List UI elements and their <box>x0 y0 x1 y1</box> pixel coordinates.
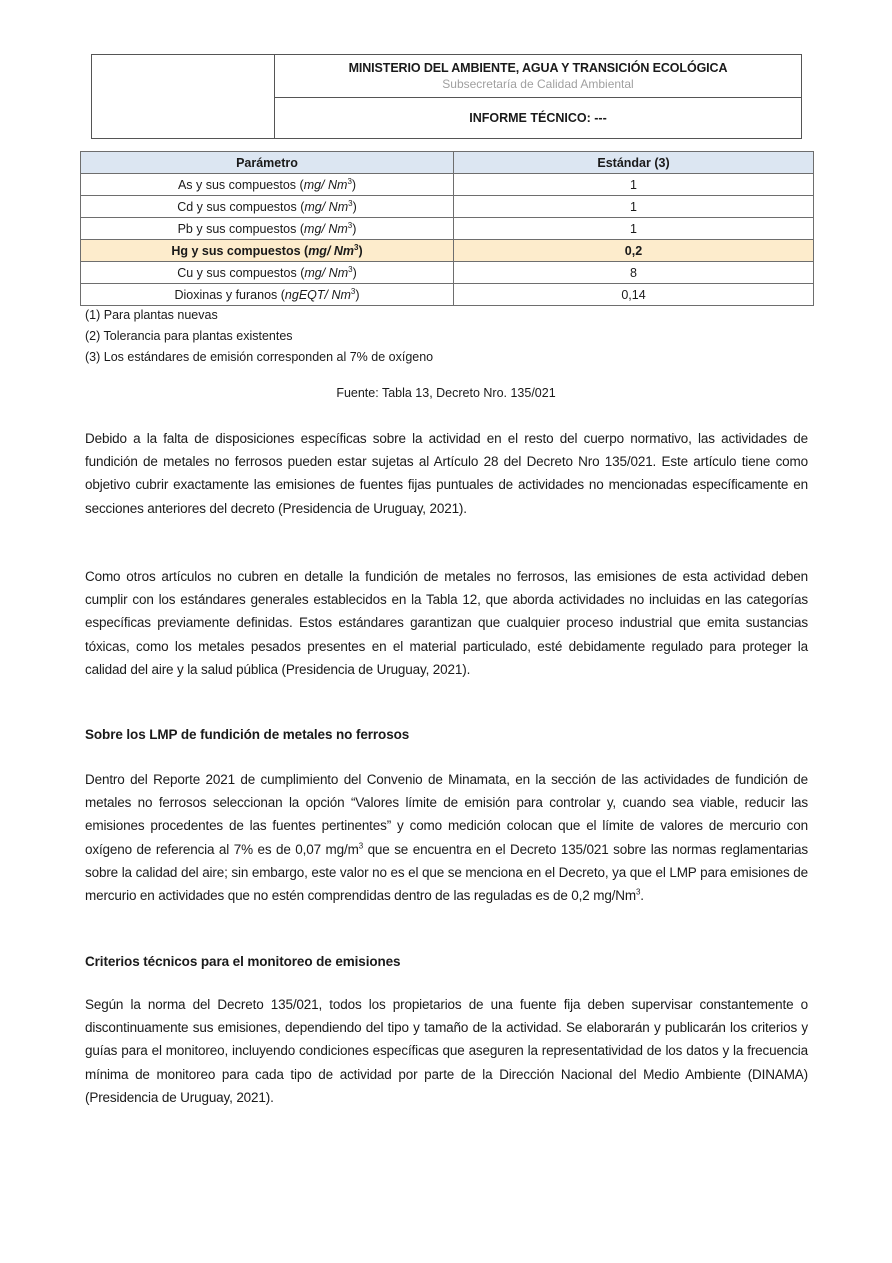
section-heading-criterios: Criterios técnicos para el monitoreo de emisiones <box>85 954 401 969</box>
value-cell: 1 <box>454 196 814 218</box>
document-header <box>91 54 802 139</box>
param-cell: Dioxinas y furanos (ngEQT/ Nm$^3$) <box>81 284 454 306</box>
paragraph-3: Dentro del Reporte 2021 de cumplimiento del Convenio de Minamata, en la sección de las actividades de fundición de metales no ferrosos seleccionan la opción “Valores límite de emisión para controlar y, cuando sea viable, reducir las emisiones procedentes de las fuentes pertinentes” y como medición colocan que el límite de valores de mercurio con oxígeno de referencia al 7% es de 0,07 $mg/m^3$ que se encuentra en el Decreto 135/021 sobre las normas reglamentarias sobre la calidad del aire; sin embargo, este valor no es el que se menciona en el Decreto, ya que el LMP para emisiones de mercurio en actividades que no estén comprendidas dentro de las reguladas es de 0,2 mg/Nm$^3$. <box>85 772 808 904</box>
subsecretaria-name: Subsecretaría de Calidad Ambiental <box>442 77 634 91</box>
paragraph-4: Según la norma del Decreto 135/021, todos los propietarios de una fuente fija deben supervisar constantemente o discontinuamente sus emisiones, dependiendo del tipo y tamaño de la actividad. Se elaborarán y publicarán los criterios y guías para el monitoreo, incluyendo condiciones específicas que aseguren la representatividad de los datos y la frecuencia mínima de monitoreo para cada tipo de actividad por parte de la Dirección Nacional del Medio Ambiente (DINAMA) (Presidencia de Uruguay, 2021). <box>85 997 808 1105</box>
logo-cell <box>92 55 275 138</box>
emission-standards-table <box>80 151 814 306</box>
header-info <box>275 55 801 138</box>
paragraph-1: Debido a la falta de disposiciones específicas sobre la actividad en el resto del cuerpo normativo, las actividades de fundición de metales no ferrosos pueden estar sujetas al Artículo 28 del Decreto Nro 135/021. Este artículo tiene como objetivo cubrir exactamente las emisiones de fuentes fijas puntuales de actividades no mencionadas específicamente en secciones anteriores del decreto (Presidencia de Uruguay, 2021). <box>85 431 808 516</box>
value-cell: 1 <box>454 174 814 196</box>
note-1: (1) Para plantas nuevas <box>85 308 218 322</box>
table-notes <box>85 305 433 368</box>
value-cell: 0,2 <box>454 240 814 262</box>
note-2: (2) Tolerancia para plantas existentes <box>85 329 293 343</box>
param-cell: Hg y sus compuestos (mg/ Nm$^3$) <box>81 240 454 262</box>
param-cell: As y sus compuestos (mg/ Nm$^3$) <box>81 174 454 196</box>
param-cell: Cu y sus compuestos (mg/ Nm$^3$) <box>81 262 454 284</box>
table-header-row <box>81 152 814 174</box>
table-row <box>81 218 814 240</box>
table-row <box>81 196 814 218</box>
table-row <box>81 262 814 284</box>
note-3: (3) Los estándares de emisión corresponden al 7% de oxígeno <box>85 350 434 364</box>
param-cell: Cd y sus compuestos (mg/ Nm$^3$) <box>81 196 454 218</box>
param-cell: Pb y sus compuestos (mg/ Nm$^3$) <box>81 218 454 240</box>
table-source: Fuente: Tabla 13, Decreto Nro. 135/021 <box>336 386 556 400</box>
section-heading-lmp: Sobre los LMP de fundición de metales no ferrosos <box>85 727 410 742</box>
paragraph-2: Como otros artículos no cubren en detalle la fundición de metales no ferrosos, las emisiones de esta actividad deben cumplir con los estándares generales establecidos en la Tabla 12, que aborda actividades no incluidas en las categorías específicas previamente definidas. Estos estándares garantizan que cualquier proceso industrial que emita sustancias tóxicas, como los metales pesados presentes en el material particulado, esté debidamente regulado para proteger la calidad del aire y la salud pública (Presidencia de Uruguay, 2021). <box>85 569 808 677</box>
report-label: INFORME TÉCNICO: --- <box>469 111 607 125</box>
table-row-highlighted <box>81 240 814 262</box>
value-cell: 8 <box>454 262 814 284</box>
table-row <box>81 174 814 196</box>
column-header-parametro: Parámetro <box>81 152 454 174</box>
value-cell: 0,14 <box>454 284 814 306</box>
column-header-estandar: Estándar (3) <box>454 152 814 174</box>
value-cell: 1 <box>454 218 814 240</box>
ministry-name: MINISTERIO DEL AMBIENTE, AGUA Y TRANSICIÓN ECOLÓGICA <box>348 61 728 75</box>
header-institution <box>275 55 801 98</box>
table-row <box>81 284 814 306</box>
